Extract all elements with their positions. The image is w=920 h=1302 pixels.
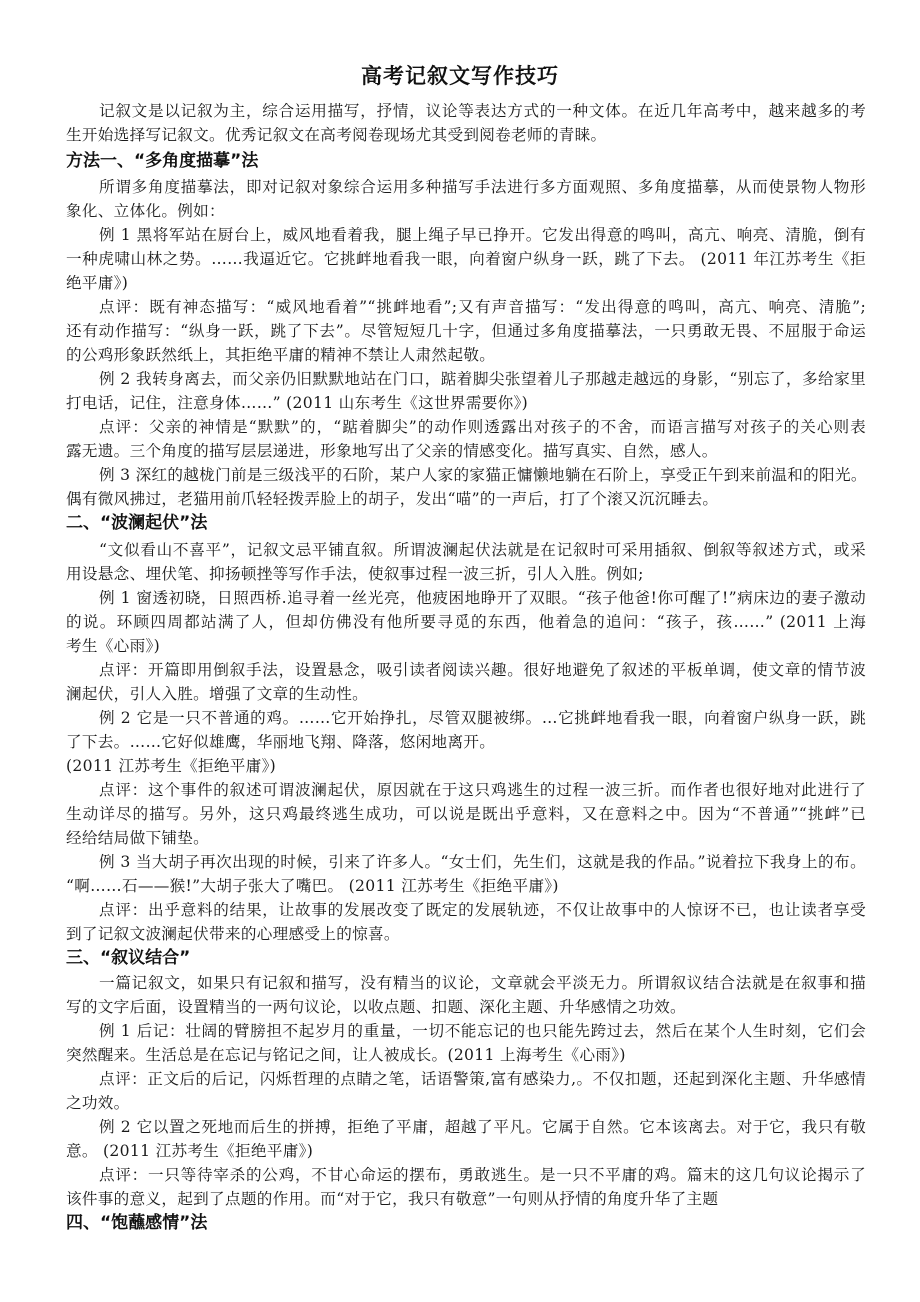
paragraph-line: 该件事的意义，起到了点题的作用。而“对于它，我只有敬意”一句则从抒情的角度升华了主题	[66, 1190, 719, 1208]
paragraph-line: 打电话，记住，注意身体……” (2011 山东考生《这世界需要你》)	[66, 394, 528, 412]
paragraph-line: “文似看山不喜平”，记叙文忌平铺直叙。所谓波澜起伏法就是在记叙时可采用插叙、倒叙等叙述方式，或采	[99, 541, 866, 559]
paragraph-line: 绝平庸》)	[66, 274, 129, 292]
paragraph-line: 考生《心雨》)	[66, 637, 160, 655]
paragraph-line: (2011 江苏考生《拒绝平庸》)	[66, 757, 277, 775]
paragraph-line: 偶有微风拂过，老猫用前爪轻轻拨弄脸上的胡子，发出“喵”的一声后，打了个滚又沉沉睡去。	[66, 490, 719, 508]
paragraph-line: 用设悬念、埋伏笔、抑扬顿挫等写作手法，使叙事过程一波三折，引人入胜。例如;	[66, 565, 644, 583]
paragraph-line: 到了记叙文波澜起伏带来的心理感受上的惊喜。	[66, 925, 400, 943]
paragraph-line: 了下去。……它好似雄鹰，华丽地飞翔、降落，悠闲地离开。	[66, 733, 496, 751]
paragraph-line: 的说。环顾四周都站满了人，但却仿佛没有他所要寻觅的东西，他着急的追问：“孩子，孩……” (2011 上海	[66, 613, 866, 631]
paragraph-line: 突然醒来。生活总是在忘记与铭记之间，让人被成长。(2011 上海考生《心雨》)	[66, 1046, 626, 1064]
paragraph-line: 之功效。	[66, 1094, 130, 1112]
paragraph-line: 例 2 我转身离去，而父亲仍旧默默地站在门口，踮着脚尖张望着儿子那越走越远的身影，“别忘了，多给家里	[99, 370, 866, 388]
section-heading: 三、“叙议结合”	[66, 948, 191, 968]
paragraph-line: 澜起伏，引人入胜。增强了文章的生动性。	[66, 685, 368, 703]
paragraph-line: 象化、立体化。例如：	[66, 202, 225, 220]
paragraph-line: 点评：一只等待宰杀的公鸡，不甘心命运的摆布，勇敢逃生。是一只不平庸的鸡。篇末的这几句议论揭示了	[99, 1166, 866, 1184]
paragraph-line: 例 2 它以置之死地而后生的拼搏，拒绝了平庸，超越了平凡。它属于自然。它本该离去。对于它，我只有敬	[99, 1118, 866, 1136]
paragraph-line: 写的文字后面，设置精当的一两句议论，以收点题、扣题、深化主题、升华感情之功效。	[66, 998, 686, 1016]
paragraph-line: 一种虎啸山林之势。……我逼近它。它挑衅地看我一眼，向着窗户纵身一跃，跳了下去。 (2011 年江苏考生《拒	[66, 250, 866, 268]
paragraph-line: 生动详尽的描写。另外，这只鸡最终逃生成功，可以说是既出乎意料，又在意料之中。因为“不普通”“挑衅”已	[66, 805, 866, 823]
paragraph-line: “啊……石——猴!”大胡子张大了嘴巴。 (2011 江苏考生《拒绝平庸》)	[66, 877, 559, 895]
paragraph-line: 的公鸡形象跃然纸上，其拒绝平庸的精神不禁让人肃然起敬。	[66, 346, 496, 364]
paragraph-line: 例 2 它是一只不普通的鸡。……它开始挣扎，尽管双腿被绑。…它挑衅地看我一眼，向着窗户纵身一跃，跳	[99, 709, 866, 727]
paragraph-line: 例 1 黑将军站在厨台上，威风地看着我，腿上绳子早已挣开。它发出得意的鸣叫，高亢、响亮、清脆，倒有	[99, 226, 866, 244]
paragraph-line: 例 1 后记：壮阔的臂膀担不起岁月的重量，一切不能忘记的也只能先跨过去，然后在某个人生时刻，它们会	[99, 1022, 866, 1040]
paragraph-line: 意。 (2011 江苏考生《拒绝平庸》)	[66, 1142, 314, 1160]
paragraph-line: 露无遗。三个角度的描写层层递进，形象地写出了父亲的情感变化。描写真实、自然，感人。	[66, 442, 718, 460]
paragraph-line: 例 1 窗透初晓，日照西桥.追寻着一丝光亮，他疲困地睁开了双眼。“孩子他爸!你可醒了!”病床边的妻子激动	[99, 589, 866, 607]
section-heading: 方法一、“多角度描摹”法	[66, 151, 259, 171]
paragraph-line: 例 3 当大胡子再次出现的时候，引来了许多人。“女士们，先生们，这就是我的作品。”说着拉下我身上的布。	[99, 853, 866, 871]
paragraph-line: 一篇记叙文，如果只有记叙和描写，没有精当的议论，文章就会平淡无力。所谓叙议结合法就是在叙事和描	[99, 974, 866, 992]
paragraph-line: 点评：这个事件的叙述可谓波澜起伏，原因就在于这只鸡逃生的过程一波三折。而作者也很好地对此进行了	[99, 781, 866, 799]
paragraph-line: 经给结局做下铺垫。	[66, 829, 210, 847]
paragraph-line: 点评：父亲的神情是“默默”的，“踮着脚尖”的动作则透露出对孩子的不舍，而语言描写对孩子的关心则表	[99, 418, 866, 436]
paragraph-line: 点评：正文后的后记，闪烁哲理的点睛之笔，话语警策,富有感染力,。不仅扣题，还起到深化主题、升华感情	[99, 1070, 866, 1088]
paragraph-line: 还有动作描写：“纵身一跃，跳了下去”。尽管短短几十字，但通过多角度描摹法，一只勇敢无畏、不屈服于命运	[66, 322, 866, 340]
paragraph-line: 例 3 深红的越栊门前是三级浅平的石阶，某户人家的家猫正慵懒地躺在石阶上，享受正午到来前温和的阳光。	[99, 466, 867, 484]
paragraph-line: 点评：出乎意料的结果，让故事的发展改变了既定的发展轨迹，不仅让故事中的人惊讶不已，也让读者享受	[99, 901, 866, 919]
document-title: 高考记叙文写作技巧	[361, 64, 559, 88]
paragraph-line: 点评：开篇即用倒叙手法，设置悬念，吸引读者阅读兴趣。很好地避免了叙述的平板单调，使文章的情节波	[99, 661, 866, 679]
paragraph-line: 记叙文是以记叙为主，综合运用描写，抒情，议论等表达方式的一种文体。在近几年高考中，越来越多的考	[99, 102, 866, 120]
section-heading: 二、“波澜起伏”法	[66, 513, 208, 533]
paragraph-line: 点评：既有神态描写：“威风地看着”“挑衅地看”;又有声音描写：“发出得意的鸣叫，高亢、响亮、清脆”;	[99, 298, 866, 316]
paragraph-line: 所谓多角度描摹法，即对记叙对象综合运用多种描写手法进行多方面观照、多角度描摹，从而使景物人物形	[99, 178, 866, 196]
paragraph-line: 生开始选择写记叙文。优秀记叙文在高考阅卷现场尤其受到阅卷老师的青睐。	[66, 126, 607, 144]
section-heading: 四、“饱蘸感情”法	[66, 1213, 208, 1233]
